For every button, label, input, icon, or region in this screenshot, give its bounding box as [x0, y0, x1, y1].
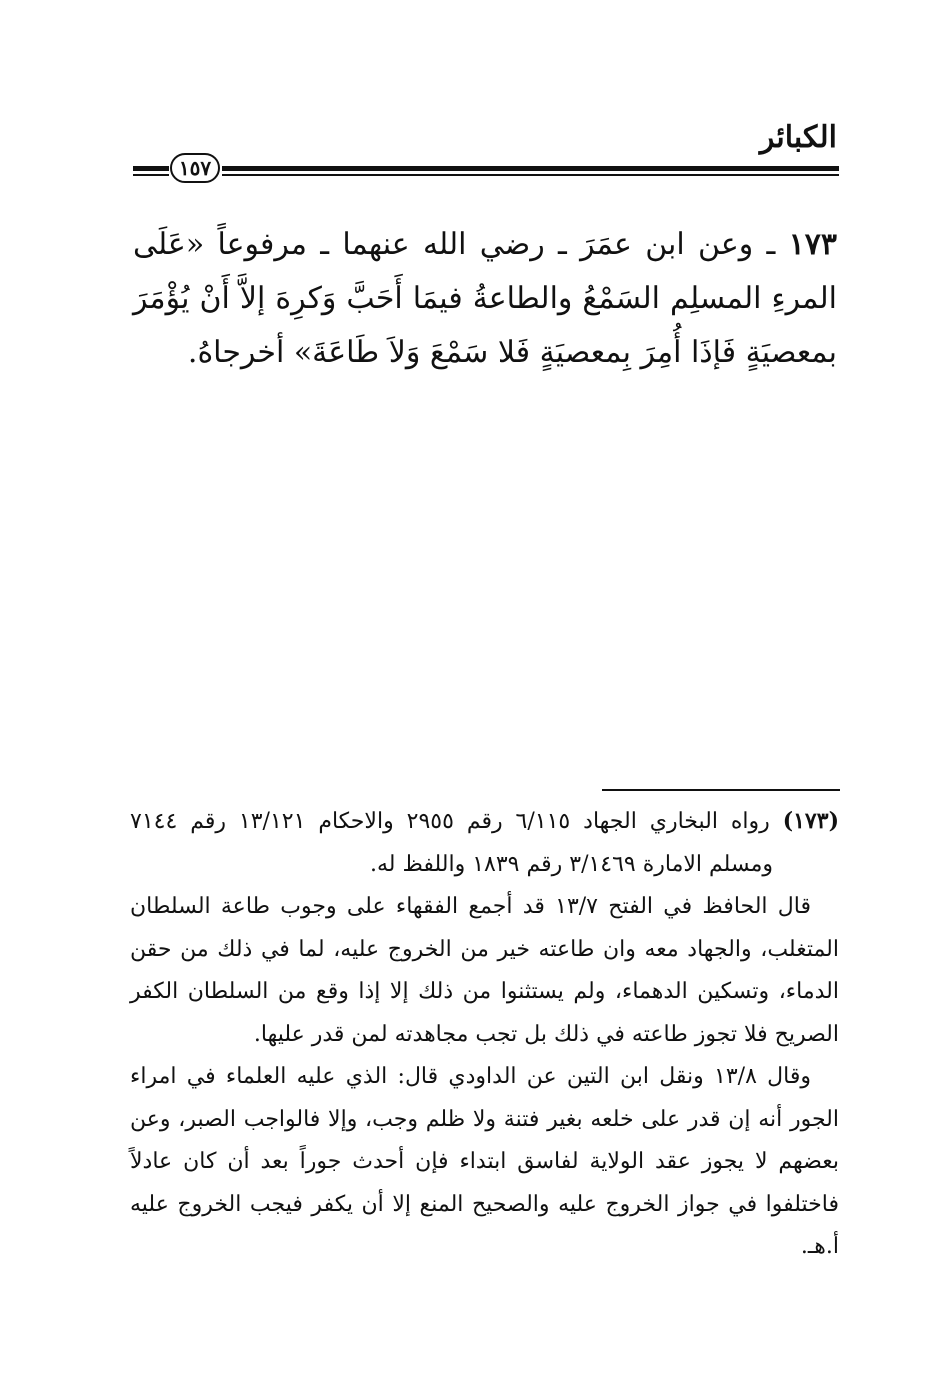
footnote-source: [130, 800, 839, 886]
hadith-number: ١٧٣: [788, 227, 837, 262]
footnote-separator: [602, 789, 840, 791]
page-number: ١٥٧: [170, 153, 220, 183]
header-rule-thin: [222, 174, 839, 176]
footnote-marker: (١٧٣): [782, 808, 839, 834]
header-rule-left-thin: [133, 174, 169, 176]
header-rule-left-thick: [133, 166, 169, 171]
running-title: الكبائر: [759, 120, 837, 155]
footnote-paragraph: قال الحافظ في الفتح ١٣/٧ قد أجمع الفقهاء على وجوب طاعة السلطان المتغلب، والجهاد معه وان طاعته خير من الخروج عليه، لما في ذلك من حقن الدماء، وتسكين الدهماء، ولم يستثنوا من ذلك إلا إذا وقع من السلطان الكفر الصريح فلا تجوز طاعته في ذلك بل تجب مجاهدته لمن قدر عليها.: [130, 894, 839, 1047]
footnote-source-text: رواه البخاري الجهاد ٦/١١٥ رقم ٢٩٥٥ والاحكام ١٣/١٢١ رقم ٧١٤٤ ومسلم الامارة ٣/١٤٦٩ رقم ١٨٣٩ واللفظ له.: [130, 809, 773, 877]
hadith-text: [133, 218, 837, 380]
hadith-body: ـ وعن ابن عمَرَ ـ رضي الله عنهما ـ مرفوعاً «عَلَى المرءِ المسلِم السَمْعُ والطاعةُ فيمَا أَحَبَّ وَكرِهَ إلاَّ أَنْ يُؤْمَرَ بمعصيَةٍ فَإذَا أُمِرَ بِمعصيَةٍ فَلا سَمْعَ وَلاَ طَاعَةَ» أخرجاهُ.: [133, 227, 837, 370]
footnotes: [130, 800, 839, 1269]
footnote-paragraph: وقال ١٣/٨ ونقل ابن التين عن الداودي قال: الذي عليه العلماء في امراء الجور أنه إن قدر على خلعه بغير فتنة ولا ظلم وجب، وإلا فالواجب الصبر، وعن بعضهم لا يجوز عقد الولاية لفاسق ابتداء فإن أحدث جوراً بعد أن كان عادلاً فاختلفوا في جواز الخروج عليه والصحيح المنع إلا أن يكفر فيجب الخروج عليه أ.هـ.: [130, 1064, 839, 1259]
header-rule-thick: [222, 166, 839, 171]
